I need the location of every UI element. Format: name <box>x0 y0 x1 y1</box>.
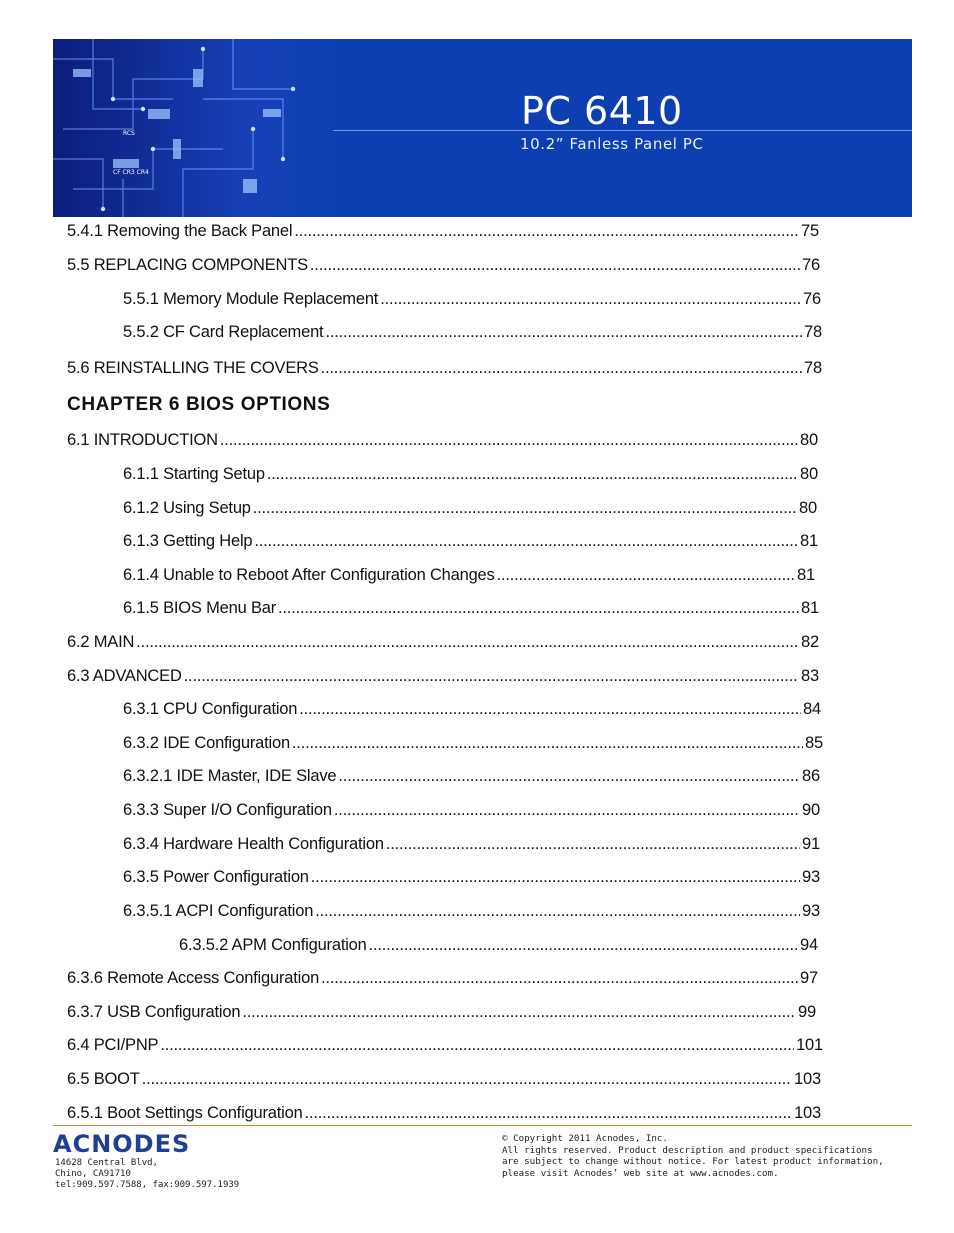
toc-leader <box>321 969 798 988</box>
toc-leader <box>254 532 798 551</box>
toc-entry[interactable] <box>179 936 818 956</box>
toc-entry-label: 6.3.4 Hardware Health Configuration <box>123 835 384 853</box>
toc-entry-label: 6.3.2.1 IDE Master, IDE Slave <box>123 767 337 785</box>
toc-entry-page: 80 <box>800 431 818 449</box>
toc-entry[interactable] <box>67 1003 816 1023</box>
toc-entry-label: 6.1.4 Unable to Reboot After Configuration Changes <box>123 566 495 584</box>
board-silkscreen-1: RCS <box>123 130 135 137</box>
toc-leader <box>380 290 801 309</box>
toc-entry[interactable] <box>123 767 820 787</box>
toc-entry[interactable] <box>67 667 819 687</box>
toc-leader <box>321 359 802 378</box>
toc-entry-label: 6.3.5.1 ACPI Configuration <box>123 902 314 920</box>
toc-entry-label: 6.1.5 BIOS Menu Bar <box>123 599 277 617</box>
toc-entry-label: 6.3.6 Remote Access Configuration <box>67 969 320 987</box>
toc-entry-label: 6.4 PCI/PNP <box>67 1036 159 1054</box>
toc-entry[interactable] <box>67 256 820 276</box>
toc-entry[interactable] <box>67 969 818 989</box>
address-line: Chino, CA91710 <box>55 1169 131 1179</box>
toc-entry[interactable] <box>123 801 820 821</box>
toc-leader <box>325 323 802 342</box>
toc-entry[interactable] <box>123 532 818 552</box>
toc-entry-page: 75 <box>801 222 819 240</box>
toc-entry[interactable] <box>123 835 820 855</box>
toc-entry-label: 6.3.1 CPU Configuration <box>123 700 298 718</box>
toc-entry-label: 6.3.5.2 APM Configuration <box>179 936 367 954</box>
board-silkscreen-2: CF CR3 CR4 <box>113 169 149 176</box>
toc-entry[interactable] <box>123 499 817 519</box>
toc-leader <box>369 936 798 955</box>
toc-entry-label: 6.3.7 USB Configuration <box>67 1003 241 1021</box>
toc-entry-page: 83 <box>801 667 819 685</box>
toc-entry-label: 6.1.2 Using Setup <box>123 499 251 517</box>
toc-entry[interactable] <box>123 700 821 720</box>
chapter-heading: CHAPTER 6 BIOS OPTIONS <box>67 394 331 415</box>
toc-entry-page: 80 <box>800 465 818 483</box>
company-address <box>55 1158 239 1191</box>
toc-entry-label: 6.5 BOOT <box>67 1070 140 1088</box>
toc-entry-page: 84 <box>803 700 821 718</box>
toc-entry[interactable] <box>67 1036 823 1056</box>
toc-entry-page: 86 <box>802 767 820 785</box>
toc-entry[interactable] <box>67 1104 821 1124</box>
toc-leader <box>311 868 800 887</box>
toc-entry[interactable] <box>123 599 819 619</box>
toc-leader <box>278 599 799 618</box>
toc-leader <box>315 902 800 921</box>
toc-entry-page: 81 <box>797 566 815 584</box>
toc-entry-label: 5.5.1 Memory Module Replacement <box>123 290 379 308</box>
toc-entry[interactable] <box>123 566 815 586</box>
copyright-line: © Copyright 2011 Acnodes, Inc. <box>502 1133 668 1144</box>
toc-entry-page: 78 <box>804 359 822 377</box>
toc-entry-label: 6.3.3 Super I/O Configuration <box>123 801 332 819</box>
toc-entry-page: 76 <box>802 256 820 274</box>
copyright-line: are subject to change without notice. For latest product information, <box>502 1156 884 1167</box>
toc-entry[interactable] <box>123 868 820 888</box>
toc-entry-label: 6.3.2 IDE Configuration <box>123 734 290 752</box>
toc-entry-page: 93 <box>802 902 820 920</box>
toc-leader <box>267 465 798 484</box>
toc-entry-page: 90 <box>802 801 820 819</box>
toc-entry-page: 80 <box>799 499 817 517</box>
toc-leader <box>334 801 800 820</box>
copyright-notice <box>502 1133 884 1179</box>
product-subtitle: 10.2” Fanless Panel PC <box>520 135 704 153</box>
toc-leader <box>184 667 799 686</box>
toc-entry-label: 6.1.1 Starting Setup <box>123 465 265 483</box>
toc-leader <box>305 1104 793 1123</box>
copyright-line: please visit Acnodes’ web site at www.acnodes.com. <box>502 1167 779 1179</box>
toc-entry-page: 99 <box>798 1003 816 1021</box>
toc-entry[interactable] <box>67 1070 821 1090</box>
toc-leader <box>242 1003 796 1022</box>
logo-wordmark: ACNODES <box>53 1130 191 1156</box>
toc-entry-label: 6.1 INTRODUCTION <box>67 431 218 449</box>
contact-line: tel:909.597.7588, fax:909.597.1939 <box>55 1180 240 1190</box>
toc-entry-label: 5.5.2 CF Card Replacement <box>123 323 324 341</box>
copyright-line: All rights reserved. Product description and product specifications <box>502 1144 873 1156</box>
toc-entry[interactable] <box>67 222 819 242</box>
toc-entry-page: 91 <box>802 835 820 853</box>
toc-leader <box>253 499 797 518</box>
toc-entry-page: 103 <box>794 1070 821 1088</box>
toc-entry-page: 103 <box>794 1104 821 1122</box>
toc-entry-page: 81 <box>801 599 819 617</box>
toc-entry-label: 6.3.5 Power Configuration <box>123 868 309 886</box>
toc-entry[interactable] <box>123 323 822 343</box>
toc-entry[interactable] <box>123 465 818 485</box>
address-line: 14628 Central Blvd, <box>55 1158 158 1168</box>
toc-leader <box>497 566 795 585</box>
toc-entry-label: 5.5 REPLACING COMPONENTS <box>67 256 308 274</box>
toc-leader <box>160 1036 794 1055</box>
toc-leader <box>292 734 803 753</box>
toc-entry[interactable] <box>123 290 821 310</box>
acnodes-logo <box>53 1130 213 1156</box>
toc-entry[interactable] <box>67 359 822 379</box>
toc-entry-label: 6.2 MAIN <box>67 633 135 651</box>
toc-entry-page: 81 <box>800 532 818 550</box>
toc-leader <box>310 256 800 275</box>
toc-entry-page: 93 <box>802 868 820 886</box>
toc-leader <box>142 1070 792 1089</box>
toc-entry[interactable] <box>123 902 820 922</box>
toc-entry[interactable] <box>67 431 818 451</box>
toc-entry-page: 82 <box>801 633 819 651</box>
toc-entry-label: 6.1.3 Getting Help <box>123 532 253 550</box>
toc-entry-page: 85 <box>805 734 823 752</box>
toc-leader <box>386 835 800 854</box>
toc-entry-page: 78 <box>804 323 822 341</box>
toc-entry-page: 94 <box>800 936 818 954</box>
toc-entry-page: 76 <box>803 290 821 308</box>
toc-entry[interactable] <box>123 734 823 754</box>
toc-leader <box>220 431 798 450</box>
toc-entry-page: 101 <box>796 1036 823 1054</box>
toc-entry-label: 5.4.1 Removing the Back Panel <box>67 222 293 240</box>
toc-entry[interactable] <box>67 633 819 653</box>
product-title: PC 6410 <box>521 89 683 133</box>
toc-leader <box>294 222 799 241</box>
footer-divider <box>53 1125 912 1126</box>
toc-entry-label: 6.5.1 Boot Settings Configuration <box>67 1104 303 1122</box>
toc-entry-page: 97 <box>800 969 818 987</box>
toc-entry-label: 6.3 ADVANCED <box>67 667 182 685</box>
toc-leader <box>299 700 801 719</box>
toc-leader <box>338 767 800 786</box>
toc-leader <box>136 633 799 652</box>
toc-entry-label: 5.6 REINSTALLING THE COVERS <box>67 359 319 377</box>
